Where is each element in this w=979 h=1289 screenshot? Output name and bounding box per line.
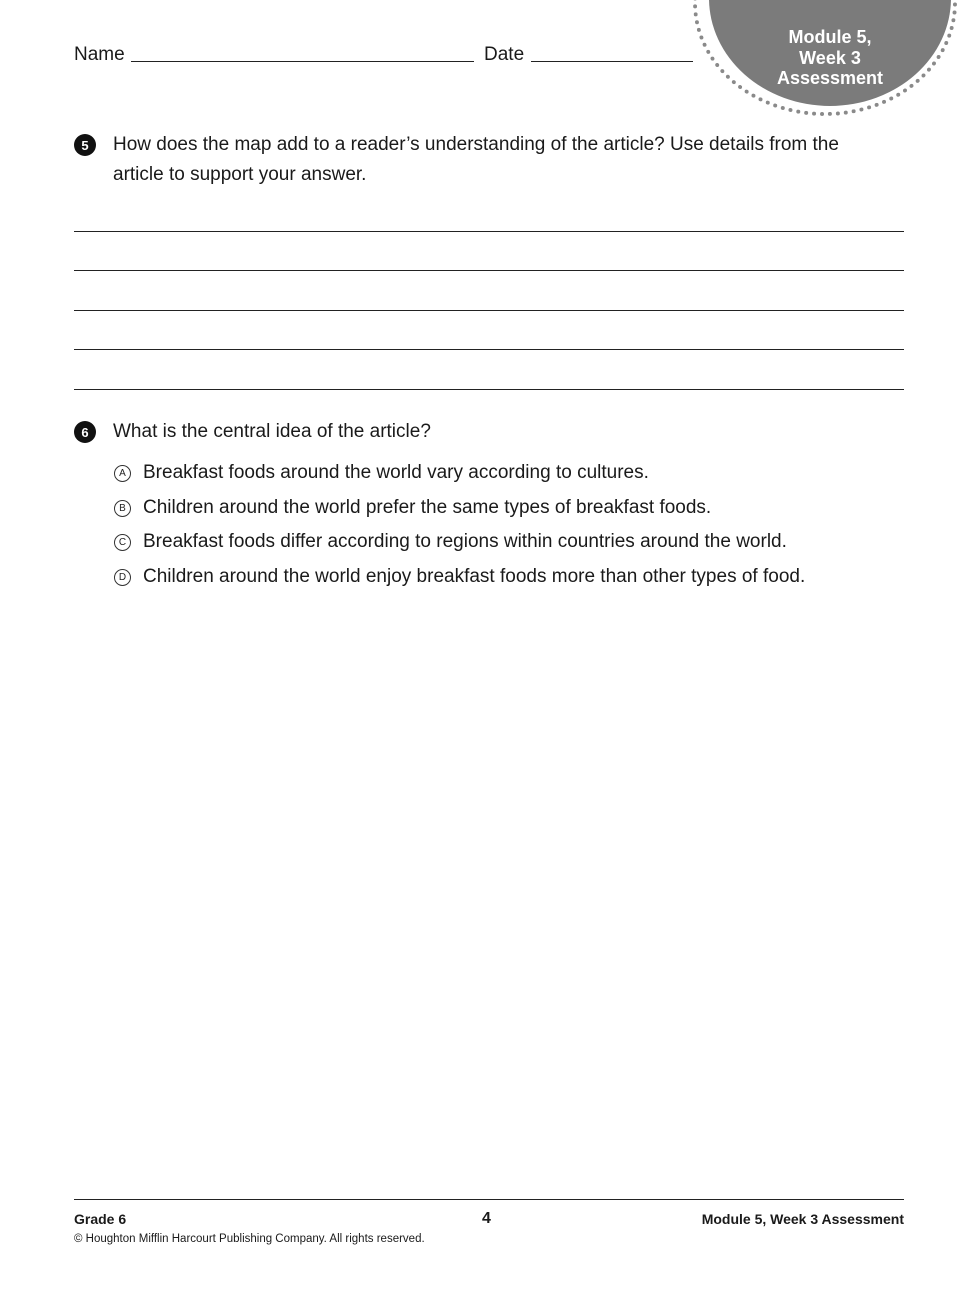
option-c[interactable] bbox=[113, 531, 913, 555]
footer-assessment: Module 5, Week 3 Assessment bbox=[701, 1211, 904, 1227]
option-d-letter[interactable]: D bbox=[114, 569, 131, 586]
badge-line-1: Module 5, bbox=[788, 27, 872, 47]
question-6-number: 6 bbox=[74, 421, 96, 443]
badge-line-3: Assessment bbox=[776, 68, 884, 88]
footer-rule bbox=[74, 1199, 904, 1200]
answer-line-4[interactable] bbox=[74, 349, 904, 350]
option-c-letter[interactable]: C bbox=[114, 534, 131, 551]
answer-line-3[interactable] bbox=[74, 310, 904, 311]
question-5-text-line-1: How does the map add to a reader’s understanding of the article? Use details from the bbox=[113, 134, 839, 155]
name-field[interactable] bbox=[131, 61, 474, 62]
question-5-text-line-2: article to support your answer. bbox=[113, 164, 367, 185]
footer-page-number: 4 bbox=[482, 1210, 491, 1227]
date-label: Date bbox=[484, 44, 525, 65]
question-5-number: 5 bbox=[74, 134, 96, 156]
question-6-text: What is the central idea of the article? bbox=[113, 421, 431, 442]
option-a[interactable] bbox=[113, 462, 913, 486]
option-a-text: Breakfast foods around the world vary according to cultures. bbox=[143, 462, 649, 483]
option-d[interactable] bbox=[113, 566, 913, 590]
footer-copyright: © Houghton Mifflin Harcourt Publishing Company. All rights reserved. bbox=[74, 1233, 425, 1245]
badge-text bbox=[750, 27, 910, 89]
answer-line-2[interactable] bbox=[74, 270, 904, 271]
option-a-letter[interactable]: A bbox=[114, 465, 131, 482]
question-5-text bbox=[113, 130, 913, 190]
date-field[interactable] bbox=[531, 61, 693, 62]
badge-line-2: Week 3 bbox=[799, 47, 861, 68]
answer-line-5[interactable] bbox=[74, 389, 904, 390]
option-b-letter[interactable]: B bbox=[114, 500, 131, 517]
option-b[interactable] bbox=[113, 497, 913, 521]
answer-line-1[interactable] bbox=[74, 231, 904, 232]
footer-grade: Grade 6 bbox=[74, 1211, 127, 1227]
option-c-text: Breakfast foods differ according to regions within countries around the world. bbox=[143, 531, 787, 552]
name-label: Name bbox=[74, 44, 125, 65]
option-d-text: Children around the world enjoy breakfast foods more than other types of food. bbox=[143, 566, 806, 587]
option-b-text: Children around the world prefer the same types of breakfast foods. bbox=[143, 497, 712, 518]
